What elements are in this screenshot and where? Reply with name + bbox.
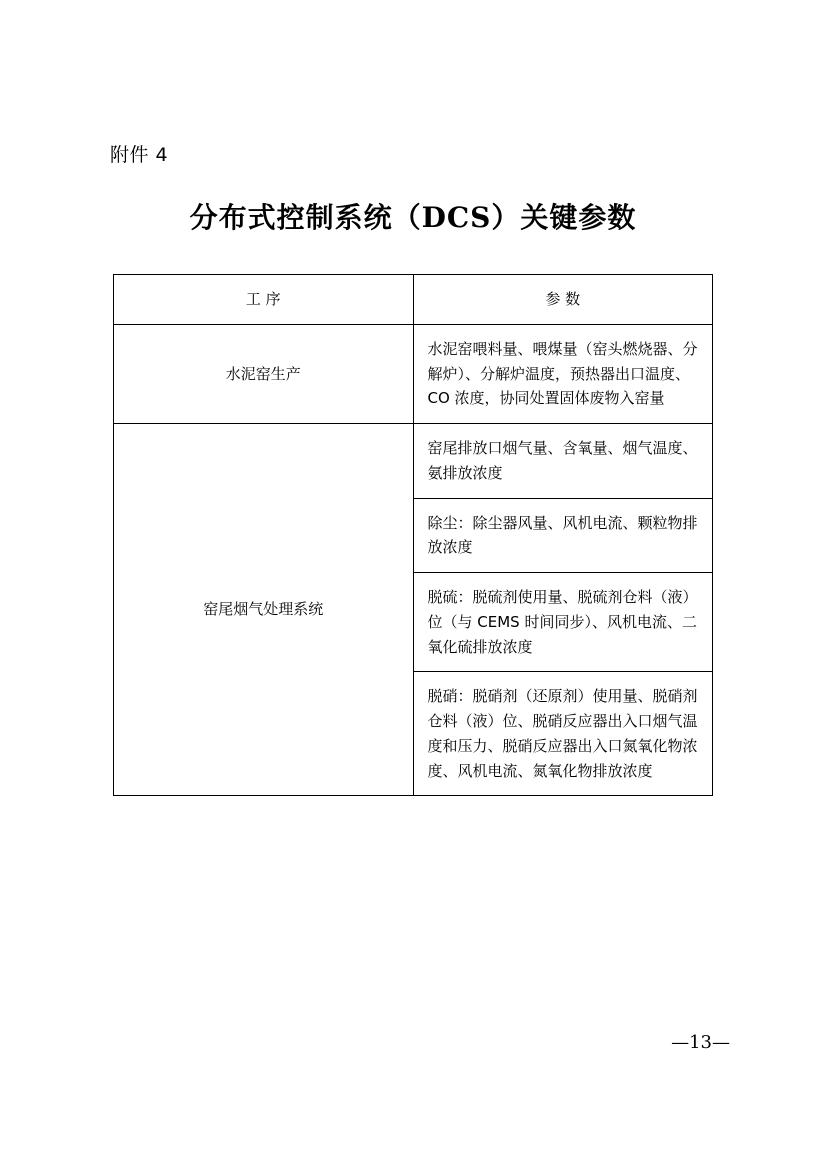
parameter-cell-stack-emission: 窑尾排放口烟气量、含氧量、烟气温度、氨排放浓度: [413, 424, 713, 499]
process-cell-cement-kiln: 水泥窑生产: [114, 324, 414, 423]
parameter-cell-denitrification: 脱硝：脱硝剂（还原剂）使用量、脱硝剂仓料（液）位、脱硝反应器出入口烟气温度和压力、脱硝反应器出入口氮氧化物浓度、风机电流、氮氧化物排放浓度: [413, 672, 713, 796]
parameter-cell-dust-removal: 除尘：除尘器风量、风机电流、颗粒物排放浓度: [413, 498, 713, 573]
parameter-cell-desulfurization: 脱硫：脱硫剂使用量、脱硫剂仓料（液）位（与 CEMS 时间同步）、风机电流、二氧化硫排放浓度: [413, 573, 713, 672]
dcs-parameters-table: [113, 274, 713, 796]
parameter-cell-cement-kiln: 水泥窑喂料量、喂煤量（窑头燃烧器、分解炉）、分解炉温度，预热器出口温度、CO 浓度，协同处置固体废物入窑量: [413, 324, 713, 423]
table-row: [114, 424, 713, 499]
column-header-parameters: 参 数: [413, 275, 713, 325]
table-row: [114, 324, 713, 423]
process-cell-kiln-tail-gas-system: 窑尾烟气处理系统: [114, 424, 414, 796]
table-header-row: [114, 275, 713, 325]
attachment-label: 附件 4: [110, 144, 169, 166]
column-header-process: 工 序: [114, 275, 414, 325]
page-title: 分布式控制系统（DCS）关键参数: [189, 201, 637, 234]
page-number: —13—: [671, 1032, 730, 1053]
